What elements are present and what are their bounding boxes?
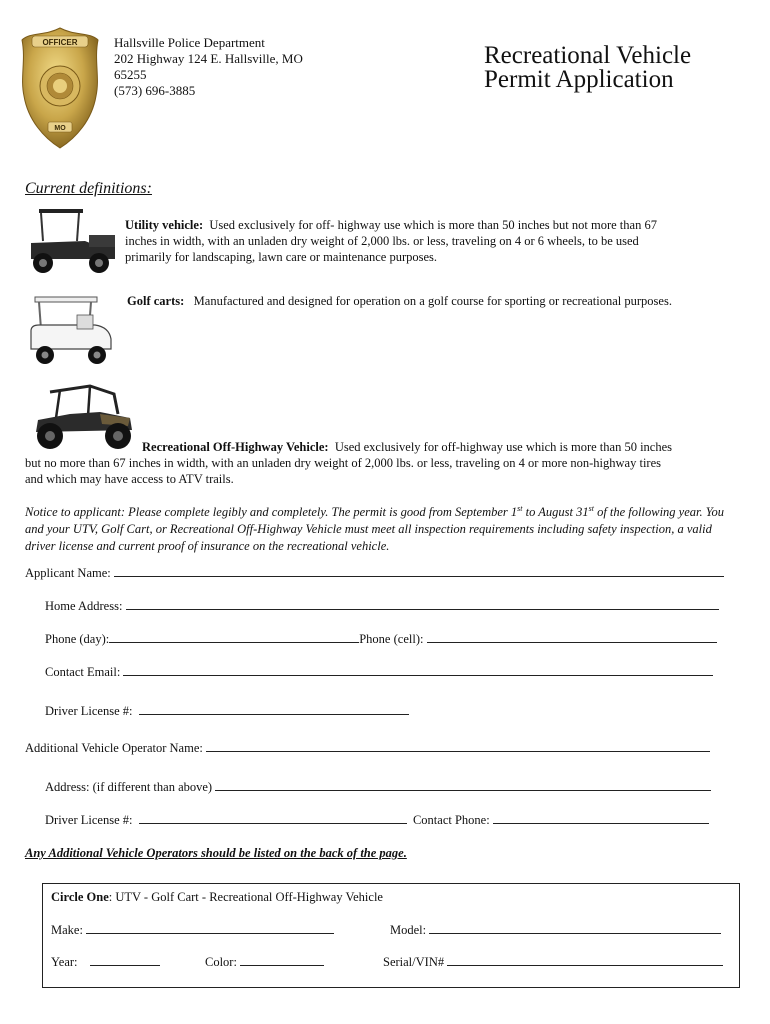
notice-to-applicant [25,500,725,555]
title-line-2: Permit Application [484,66,674,93]
department-address-line1: 202 Highway 124 E. Hallsville, MO [114,51,303,66]
phone-day-field[interactable] [109,632,359,643]
phone-cell-label: Phone (cell): [359,632,424,646]
utility-text-1: Used exclusively for off- highway use which is more than 50 inches but not more than 67 [209,218,657,232]
make-row [51,923,334,938]
circle-one-label: Circle One [51,890,109,904]
contact-email-row [45,665,713,680]
title-line-1: Recreational Vehicle [484,42,692,69]
off-highway-term: Recreational Off-Highway Vehicle: [142,440,329,454]
notice-sup-2: st [588,504,594,513]
department-phone: (573) 696-3885 [114,83,196,98]
utility-vehicle-definition [125,217,735,265]
off-highway-vehicle-definition [25,439,740,487]
department-name: Hallsville Police Department [114,35,265,50]
utility-text-3: primarily for landscaping, lawn care or maintenance purposes. [125,250,438,264]
applicant-name-label: Applicant Name: [25,566,111,580]
police-badge-logo [20,26,100,150]
notice-part-3: of the following year. You and your UTV, Golf Cart, or Recreational Off-Highway Vehicle must meet all inspection requirements including safety inspection, a valid driver license and current proof of insurance on the recreational vehicle. [25,505,725,554]
model-field[interactable] [429,923,721,934]
rohv-text-1: Used exclusively for off-highway use which is more than 50 inches [334,440,673,454]
address-different-row [45,780,711,795]
operator-license-field[interactable] [139,813,407,824]
utility-vehicle-term: Utility vehicle: [125,218,204,232]
vehicle-info-box [42,883,740,988]
department-info [114,35,303,99]
page-title [484,44,691,92]
golf-cart-term: Golf carts: [127,294,185,308]
rohv-text-2: but no more than 67 inches in width, with an unladen dry weight of 2,000 lbs. or less, traveling on 4 or more non-highway tires [25,456,661,470]
badge-bottom-text: MO [54,125,66,132]
year-label: Year: [51,955,78,969]
additional-operator-label: Additional Vehicle Operator Name: [25,741,203,755]
phone-cell-field[interactable] [427,632,717,643]
color-label: Color: [205,955,237,969]
notice-part-2: to August 31 [522,505,589,520]
applicant-name-row [25,566,724,581]
address-different-label: Address: (if different than above) [45,780,213,794]
address-different-field[interactable] [215,780,711,791]
driver-license-label: Driver License #: [45,704,133,718]
home-address-row [45,599,719,614]
make-field[interactable] [86,923,334,934]
driver-license-row [45,704,409,719]
contact-email-field[interactable] [123,665,713,676]
serial-label: Serial/VIN# [383,955,445,969]
rohv-text-3: and which may have access to ATV trails. [25,472,234,486]
department-address-line2: 65255 [114,67,147,82]
make-label: Make: [51,923,83,937]
golf-cart-definition [127,293,747,309]
circle-one-options[interactable]: : UTV - Golf Cart - Recreational Off-Highway Vehicle [108,890,383,904]
notice-part-1: Notice to applicant: Please complete legibly and completely. The permit is good from September 1 [25,505,518,520]
operator-contact-phone-field[interactable] [493,813,709,824]
color-row [205,955,324,970]
utility-text-2: inches in width, with an unladen dry weight of 2,000 lbs. or less, traveling on 4 or 6 wheels, to be used [125,234,639,248]
contact-email-label: Contact Email: [45,665,121,679]
operator-license-label: Driver License #: [45,813,133,827]
utility-vehicle-image [25,205,120,277]
badge-top-text: OFFICER [42,38,78,47]
serial-field[interactable] [447,955,723,966]
model-label: Model: [390,923,427,937]
model-row [390,923,721,938]
driver-license-field[interactable] [139,704,409,715]
year-field[interactable] [90,955,160,966]
phone-row [45,632,717,647]
golf-cart-text: Manufactured and designed for operation on a golf course for sporting or recreational purposes. [193,294,672,308]
color-field[interactable] [240,955,324,966]
year-row [51,955,160,970]
additional-operator-field[interactable] [206,741,710,752]
operator-contact-phone-label: Contact Phone: [412,813,490,827]
phone-day-label: Phone (day): [45,632,110,646]
operator-license-row [45,813,709,828]
home-address-field[interactable] [126,599,719,610]
circle-one-row [51,890,383,905]
notice-sup-1: st [517,504,523,513]
additional-operator-row [25,741,710,756]
applicant-name-field[interactable] [114,566,724,577]
additional-operators-warning: Any Additional Vehicle Operators should be listed on the back of the page. [25,846,407,860]
home-address-label: Home Address: [45,599,123,613]
definitions-heading: Current definitions: [25,180,152,197]
golf-cart-image [25,295,117,370]
serial-row [383,955,723,970]
